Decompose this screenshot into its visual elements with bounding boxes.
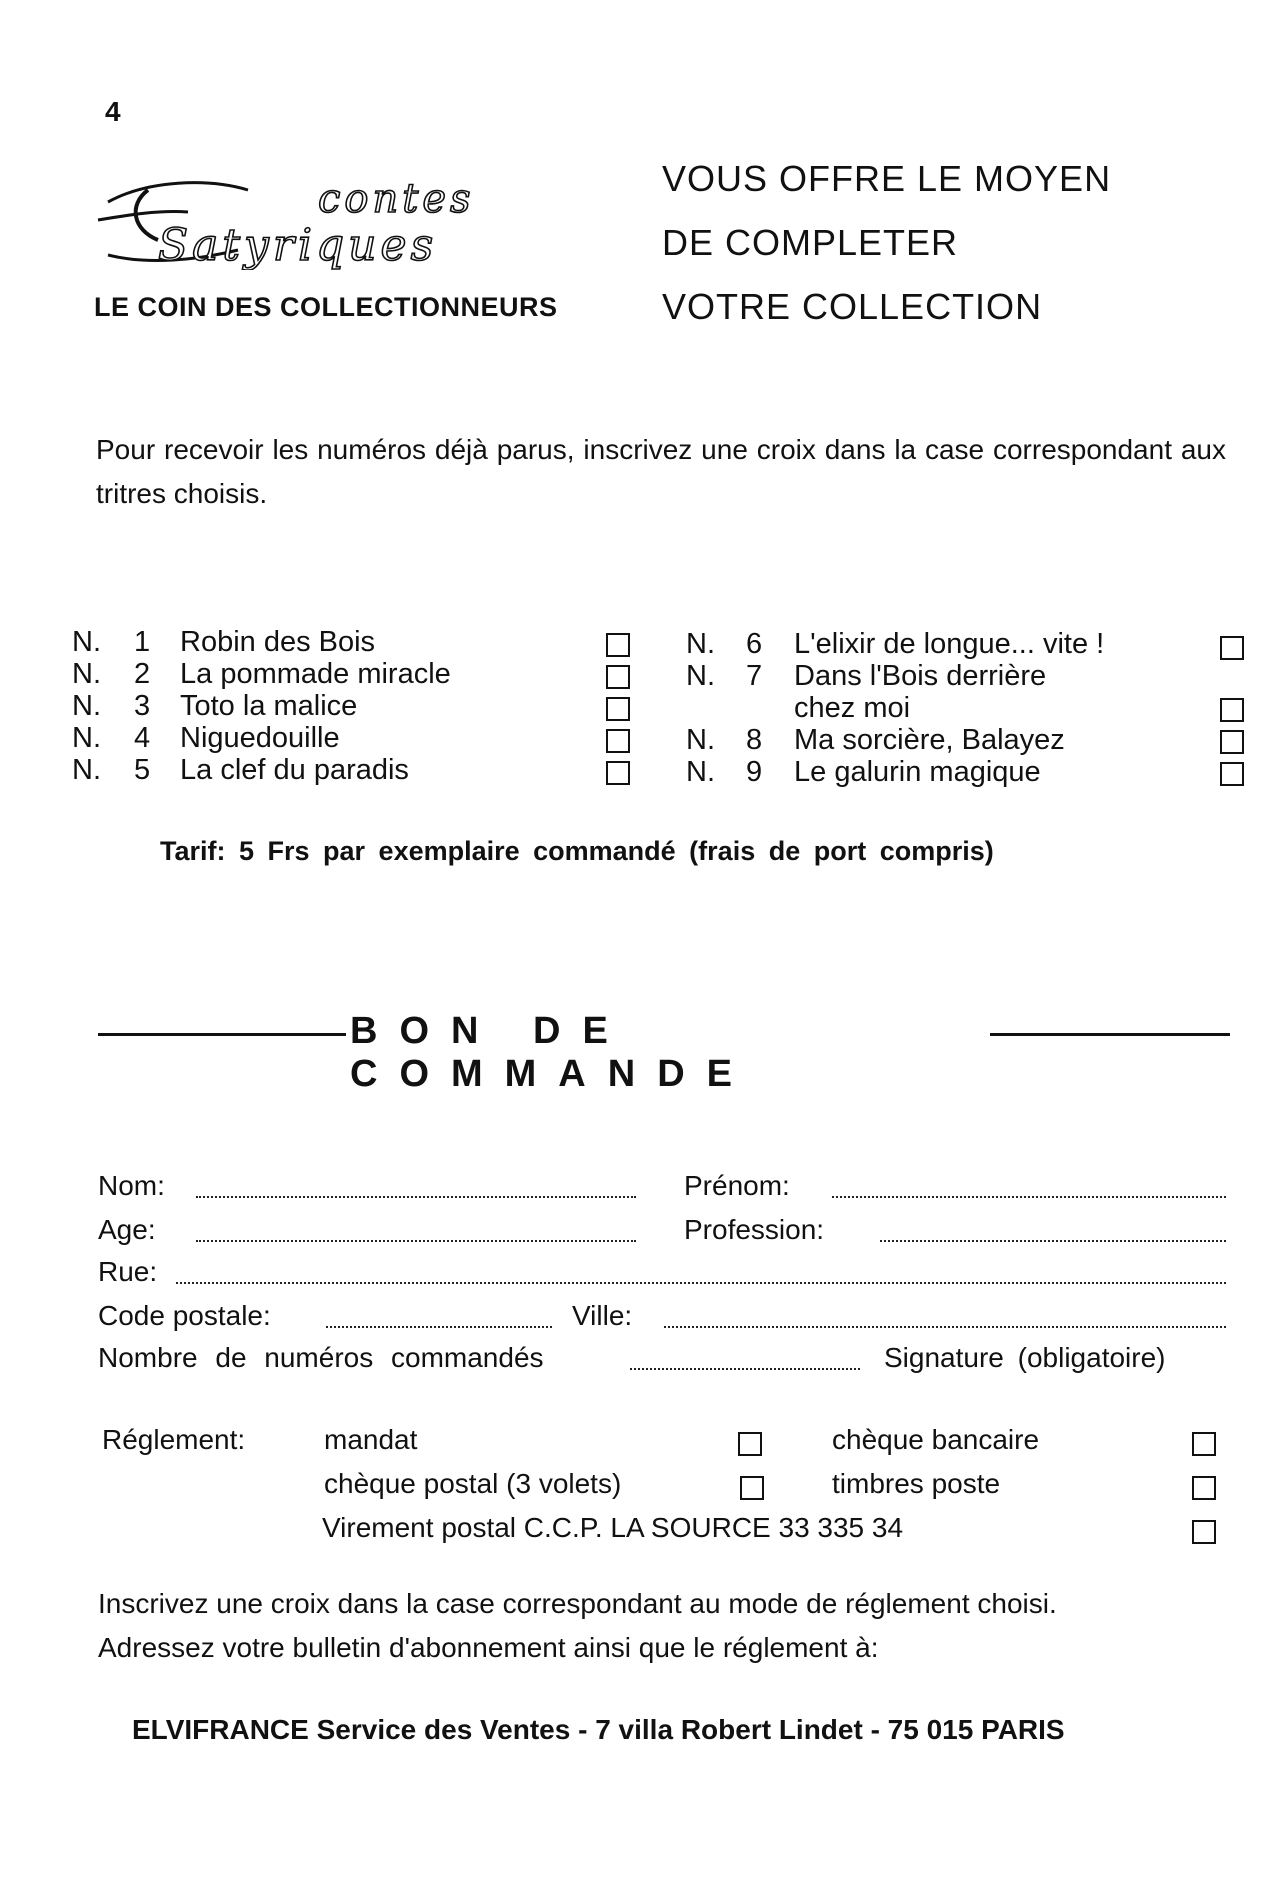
issue-7-checkbox[interactable] xyxy=(1220,698,1244,722)
address-intro: Adressez votre bulletin d'abonnement ainsi que le réglement à: xyxy=(98,1632,879,1663)
offer-line-3: VOTRE COLLECTION xyxy=(662,286,1043,327)
timbres-checkbox[interactable] xyxy=(1192,1476,1216,1500)
issue-prefix: N. xyxy=(686,756,715,788)
issue-prefix: N. xyxy=(72,722,101,754)
issue-prefix: N. xyxy=(72,690,101,722)
issue-title: La pommade miracle xyxy=(180,658,451,690)
issue-number: 1 xyxy=(134,626,151,658)
issue-number: 8 xyxy=(746,724,763,756)
issue-prefix: N. xyxy=(686,724,715,756)
code-postal-field[interactable] xyxy=(326,1326,552,1328)
prenom-label: Prénom: xyxy=(684,1170,790,1201)
issue-title: L'elixir de longue... vite ! xyxy=(794,628,1105,660)
rue-label: Rue: xyxy=(98,1256,158,1287)
code-postal-label: Code postale: xyxy=(98,1300,271,1331)
issue-title: Toto la malice xyxy=(180,690,358,722)
issue-5-checkbox[interactable] xyxy=(606,761,630,785)
logo-contes-satyriques xyxy=(88,160,528,270)
cheque-bancaire-label: chèque bancaire xyxy=(832,1424,1040,1455)
issue-title: Robin des Bois xyxy=(180,626,376,658)
profession-label: Profession: xyxy=(684,1214,825,1245)
issue-title: Le galurin magique xyxy=(794,756,1041,788)
issue-4-checkbox[interactable] xyxy=(606,729,630,753)
issue-1-checkbox[interactable] xyxy=(606,633,630,657)
issue-number: 3 xyxy=(134,690,151,722)
issue-title: Niguedouille xyxy=(180,722,340,754)
issue-title: Dans l'Bois derrière xyxy=(794,660,1047,692)
page-number: 4 xyxy=(105,96,121,127)
issue-2-checkbox[interactable] xyxy=(606,665,630,689)
issue-prefix: N. xyxy=(72,626,101,658)
issue-prefix: N. xyxy=(686,628,715,660)
intro-text: Pour recevoir les numéros déjà parus, inscrivez une croix dans la case correspondant aux tritres choisis. xyxy=(96,434,1226,509)
payment-label: Réglement: xyxy=(102,1424,246,1455)
ville-field[interactable] xyxy=(664,1326,1226,1328)
nom-label: Nom: xyxy=(98,1170,165,1201)
ville-label: Ville: xyxy=(572,1300,633,1331)
virement-checkbox[interactable] xyxy=(1192,1520,1216,1544)
cheque-postal-checkbox[interactable] xyxy=(740,1476,764,1500)
divider-left xyxy=(98,1033,346,1036)
cheque-postal-label: chèque postal (3 volets) xyxy=(324,1468,622,1499)
issue-title: Ma sorcière, Balayez xyxy=(794,724,1065,756)
prenom-field[interactable] xyxy=(832,1196,1226,1198)
issue-number: 6 xyxy=(746,628,763,660)
cheque-bancaire-checkbox[interactable] xyxy=(1192,1432,1216,1456)
issue-8-checkbox[interactable] xyxy=(1220,730,1244,754)
issue-number: 7 xyxy=(746,660,763,692)
issue-9-checkbox[interactable] xyxy=(1220,762,1244,786)
issue-number: 2 xyxy=(134,658,151,690)
issue-6-checkbox[interactable] xyxy=(1220,636,1244,660)
issue-number: 4 xyxy=(134,722,151,754)
collectors-corner-title: LE COIN DES COLLECTIONNEURS xyxy=(94,292,558,322)
issue-prefix: N. xyxy=(686,660,715,692)
nombre-field[interactable] xyxy=(630,1368,860,1370)
divider-right xyxy=(990,1033,1230,1036)
offer-line-1: VOUS OFFRE LE MOYEN xyxy=(662,158,1112,199)
age-field[interactable] xyxy=(196,1240,636,1242)
issue-title: La clef du paradis xyxy=(180,754,409,786)
nombre-label: Nombre de numéros commandés xyxy=(98,1342,544,1373)
timbres-label: timbres poste xyxy=(832,1468,1001,1499)
mandat-label: mandat xyxy=(324,1424,418,1455)
signature-label: Signature (obligatoire) xyxy=(884,1342,1166,1373)
mandat-checkbox[interactable] xyxy=(738,1432,762,1456)
virement-label: Virement postal C.C.P. LA SOURCE 33 335 34 xyxy=(322,1512,904,1543)
profession-field[interactable] xyxy=(880,1240,1226,1242)
issue-title-continued: chez moi xyxy=(794,692,911,724)
mailing-address: ELVIFRANCE Service des Ventes - 7 villa Robert Lindet - 75 015 PARIS xyxy=(132,1714,1065,1745)
issue-3-checkbox[interactable] xyxy=(606,697,630,721)
logo-line2: Satyriques xyxy=(158,220,438,270)
rue-field[interactable] xyxy=(176,1282,1226,1284)
issue-prefix: N. xyxy=(72,754,101,786)
issue-number: 5 xyxy=(134,754,151,786)
offer-line-2: DE COMPLETER xyxy=(662,222,959,263)
issue-prefix: N. xyxy=(72,658,101,690)
age-label: Age: xyxy=(98,1214,156,1245)
price-info: Tarif: 5 Frs par exemplaire commandé (frais de port compris) xyxy=(160,836,994,866)
issue-number: 9 xyxy=(746,756,763,788)
nom-field[interactable] xyxy=(196,1196,636,1198)
order-form-title: BON DE COMMANDE xyxy=(350,1010,754,1095)
instruction-note: Inscrivez une croix dans la case correspondant au mode de réglement choisi. xyxy=(98,1588,1057,1619)
logo-line1: contes xyxy=(318,176,475,222)
